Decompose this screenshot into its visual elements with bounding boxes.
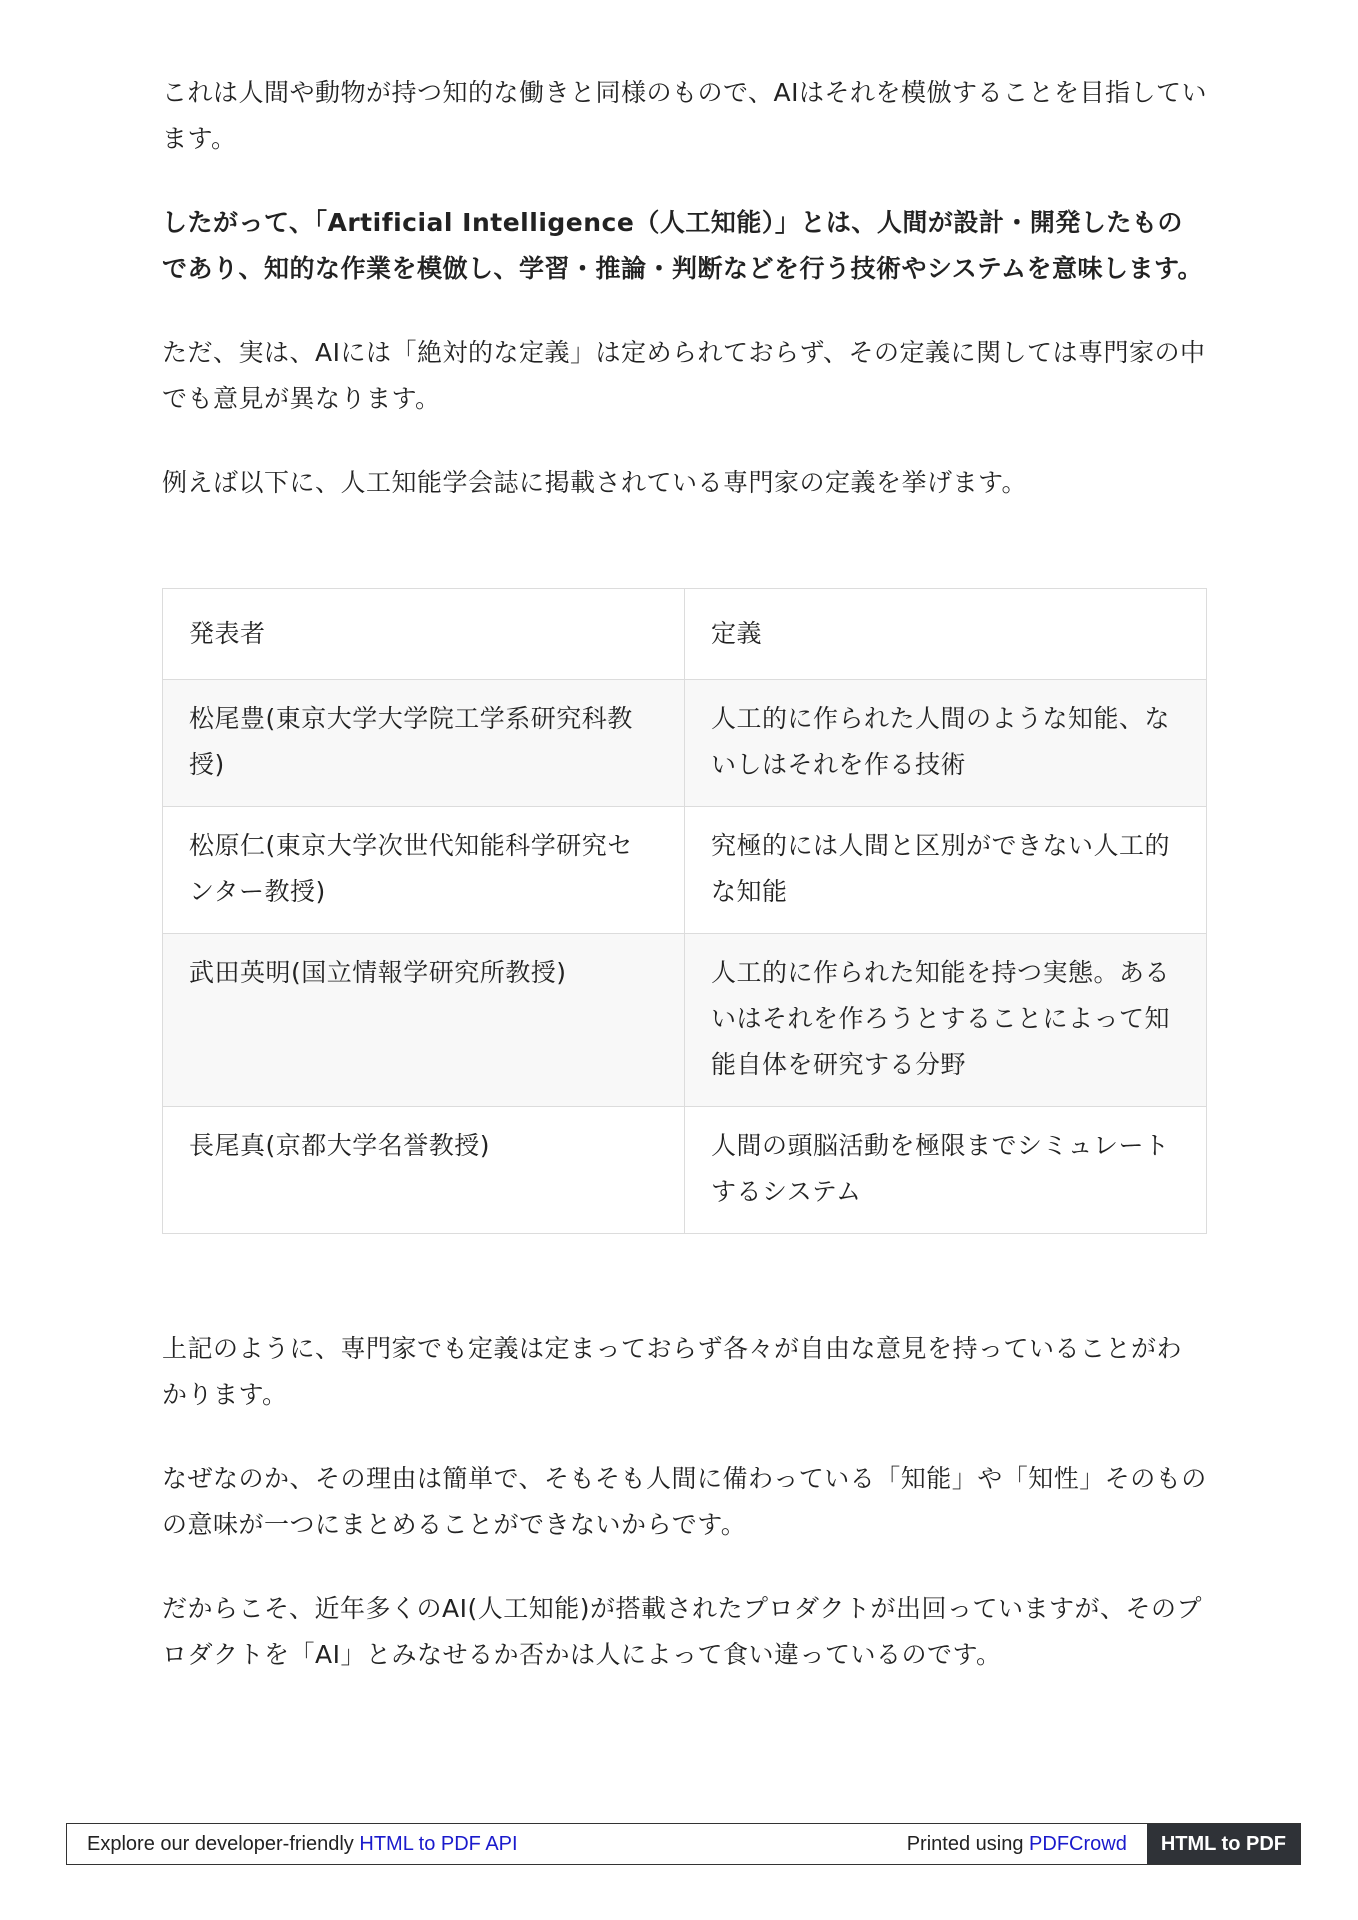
table-row xyxy=(163,934,1207,1107)
paragraph-conclusion: 上記のように、専門家でも定義は定まっておらず各々が自由な意見を持っていることがわかります。 xyxy=(162,1334,1183,1409)
pdfcrowd-link[interactable]: PDFCrowd xyxy=(1029,1832,1127,1855)
footer-explore-text: Explore our developer-friendly xyxy=(87,1832,354,1855)
table-row xyxy=(163,1107,1207,1234)
paragraph-table-intro: 例えば以下に、人工知能学会誌に掲載されている専門家の定義を挙げます。 xyxy=(162,468,1028,497)
footer-explore xyxy=(67,1824,907,1864)
table-row xyxy=(163,807,1207,934)
table-cell-presenter: 長尾真(京都大学名誉教授) xyxy=(163,1107,685,1234)
table-cell-definition: 人工的に作られた人間のような知能、ないしはそれを作る技術 xyxy=(685,680,1207,807)
table-row xyxy=(163,680,1207,807)
table-cell-definition: 人工的に作られた知能を持つ実態。あるいはそれを作ろうとすることによって知能自体を研究する分野 xyxy=(685,934,1207,1107)
footer-printed-text: Printed using xyxy=(906,1832,1024,1855)
table-header-row xyxy=(163,589,1207,680)
definitions-table-wrapper xyxy=(162,588,1207,1234)
footer-printed xyxy=(907,1824,1147,1864)
table-cell-definition: 人間の頭脳活動を極限までシミュレートするシステム xyxy=(685,1107,1207,1234)
html-to-pdf-badge[interactable]: HTML to PDF xyxy=(1147,1824,1300,1864)
paragraph-no-absolute-definition: ただ、実は、AIには「絶対的な定義」は定められておらず、その定義に関しては専門家の中でも意見が異なります。 xyxy=(162,338,1206,413)
definitions-table xyxy=(162,588,1207,1234)
paragraph-intro: これは人間や動物が持つ知的な働きと同様のもので、AIはそれを模倣することを目指しています。 xyxy=(162,78,1207,153)
paragraph-products: だからこそ、近年多くのAI(人工知能)が搭載されたプロダクトが出回っていますが、そのプロダクトを「AI」とみなせるか否かは人によって食い違っているのです。 xyxy=(162,1594,1202,1669)
article-body xyxy=(162,70,1207,1716)
html-to-pdf-api-link[interactable]: HTML to PDF API xyxy=(359,1832,518,1855)
table-header-definition: 定義 xyxy=(685,589,1207,680)
table-header-presenter: 発表者 xyxy=(163,589,685,680)
table-cell-presenter: 松尾豊(東京大学大学院工学系研究科教授) xyxy=(163,680,685,807)
pdfcrowd-footer xyxy=(66,1823,1301,1865)
table-cell-presenter: 武田英明(国立情報学研究所教授) xyxy=(163,934,685,1107)
paragraph-definition: したがって、「Artificial Intelligence（人工知能）」とは、人間が設計・開発したものであり、知的な作業を模倣し、学習・推論・判断などを行う技術やシステムを意味します。 xyxy=(162,208,1204,283)
table-cell-definition: 究極的には人間と区別ができない人工的な知能 xyxy=(685,807,1207,934)
table-cell-presenter: 松原仁(東京大学次世代知能科学研究センター教授) xyxy=(163,807,685,934)
paragraph-reason: なぜなのか、その理由は簡単で、そもそも人間に備わっている「知能」や「知性」そのものの意味が一つにまとめることができないからです。 xyxy=(162,1464,1207,1539)
